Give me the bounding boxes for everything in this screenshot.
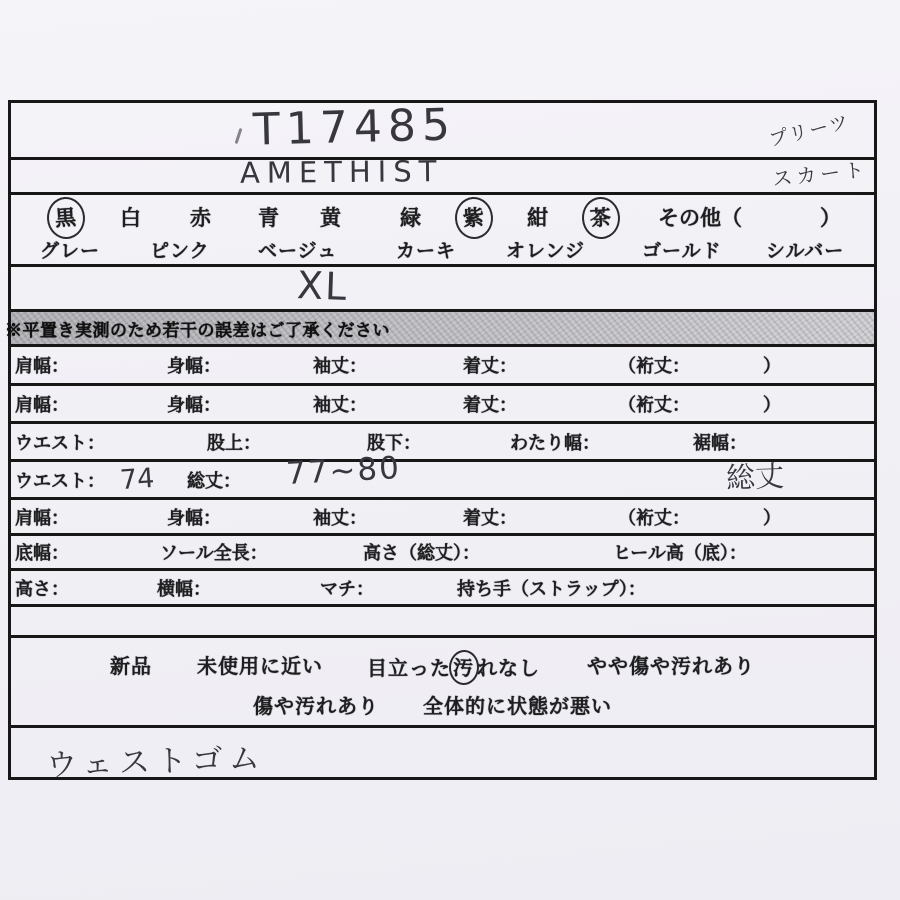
color-option-white: 白 — [120, 207, 141, 230]
total-length-label-handwritten: 総丈 — [725, 458, 785, 496]
measure-label-shoulder: 肩幅： — [15, 394, 69, 415]
row-measure-tops-b — [11, 386, 874, 424]
measure-label-sleeve: 袖丈： — [313, 507, 367, 528]
color-option-gold: ゴールド — [642, 241, 722, 262]
measure-label-hem: 裾幅： — [693, 432, 747, 453]
color-option-brown — [590, 202, 612, 234]
condition-no-stains-post: れなし — [477, 658, 540, 680]
color-option-silver: シルバー — [766, 241, 845, 262]
measure-label-thigh: わたり幅： — [510, 432, 600, 453]
color-option-green: 緑 — [400, 207, 421, 230]
size-handwritten: XL — [296, 263, 349, 309]
pen-circle-mark: 茶 — [581, 196, 622, 241]
color-option-blue: 青 — [258, 207, 279, 230]
measure-label-length: 着丈： — [463, 507, 517, 528]
measure-label-waist: ウエスト： — [15, 432, 105, 453]
measure-label-inseam: 股下： — [367, 432, 421, 453]
row-condition — [11, 638, 874, 728]
brand-handwritten: AMETHIST — [239, 154, 444, 190]
measure-label-yuki-open: （裄丈： — [618, 356, 690, 376]
row-size — [11, 267, 874, 312]
condition-poor: 全体的に状態が悪い — [423, 696, 612, 718]
measure-label-total-length: 総丈： — [187, 470, 241, 491]
row-blank — [11, 607, 874, 638]
row-notice — [5, 312, 874, 347]
measure-label-length: 着丈： — [463, 356, 517, 376]
category-note-handwritten-line2: スカート — [771, 157, 870, 191]
color-option-purple — [463, 202, 485, 234]
waist-value-handwritten: 74 — [118, 462, 156, 497]
measure-label-sole-width: 底幅： — [15, 543, 69, 563]
pen-circle-mark: 黒 — [46, 196, 87, 241]
color-option-gray: グレー — [40, 241, 101, 262]
length-value-handwritten: 77~80 — [285, 450, 402, 492]
measure-label-yuki-close: ） — [763, 356, 781, 376]
measure-label-heel-height: ヒール高（底）： — [613, 543, 747, 563]
color-option-black — [55, 202, 77, 234]
item-code-handwritten: T17485 — [252, 99, 457, 156]
pen-circle-mark: 紫 — [454, 196, 495, 241]
notice-text: ※平置き実測のため若干の誤差はご了承ください — [5, 320, 390, 340]
condition-no-stains — [367, 650, 540, 685]
measure-label-bag-width: 横幅： — [157, 578, 211, 599]
measure-label-rise: 股上： — [207, 432, 261, 453]
row-measure-tops-a — [11, 347, 874, 386]
measure-label-shoulder: 肩幅： — [15, 507, 69, 528]
measure-label-bag-height: 高さ： — [15, 578, 69, 599]
measure-label-body-width: 身幅： — [167, 394, 221, 415]
row-measure-shoes — [11, 536, 874, 571]
measure-label-body-width: 身幅： — [167, 356, 221, 376]
measure-label-sleeve: 袖丈： — [313, 394, 367, 415]
row-measure-tops-c — [11, 500, 874, 536]
condition-some-wear: やや傷や汚れあり — [587, 656, 755, 678]
measure-label-yuki-open: （裄丈： — [618, 507, 690, 528]
color-option-red: 赤 — [190, 207, 211, 230]
color-option-khaki: カーキ — [396, 241, 457, 262]
measure-label-yuki-close: ） — [763, 394, 781, 415]
measure-label-yuki-open: （裄丈： — [618, 394, 690, 415]
bottom-note-handwritten: ウェストゴム — [45, 740, 267, 784]
color-option-pink: ピンク — [150, 241, 210, 262]
condition-stained: 傷や汚れあり — [253, 696, 379, 718]
measure-label-shoulder: 肩幅： — [15, 356, 69, 376]
color-option-beige: ベージュ — [258, 241, 338, 262]
row-colors — [11, 195, 874, 267]
condition-like-new: 未使用に近い — [197, 656, 323, 678]
measure-label-waist: ウエスト： — [15, 470, 105, 491]
color-option-other-close: ） — [820, 207, 841, 230]
measure-label-strap: 持ち手（ストラップ）： — [457, 578, 646, 599]
measure-label-shoe-height: 高さ（総丈）： — [363, 543, 480, 563]
measure-label-length: 着丈： — [463, 394, 517, 415]
measure-label-sole-length: ソール全長： — [160, 543, 268, 563]
measure-label-body-width: 身幅： — [167, 507, 221, 528]
row-measure-bags — [11, 571, 874, 607]
color-option-yellow: 黄 — [320, 207, 341, 230]
condition-no-stains-pre: 目立った — [367, 658, 451, 680]
form-table — [5, 100, 877, 780]
measure-label-sleeve: 袖丈： — [313, 356, 367, 376]
pen-circle-mark: 汚 — [448, 649, 480, 686]
color-option-navy: 紺 — [527, 207, 548, 230]
notice-bar — [5, 312, 874, 344]
color-option-other-open: その他（ — [658, 207, 742, 230]
color-option-orange: オレンジ — [506, 241, 586, 262]
condition-new: 新品 — [110, 656, 152, 678]
measure-label-gusset: マチ： — [320, 578, 374, 599]
category-note-handwritten-line1: プリーツ — [766, 110, 853, 151]
measure-label-yuki-close: ） — [763, 507, 781, 528]
